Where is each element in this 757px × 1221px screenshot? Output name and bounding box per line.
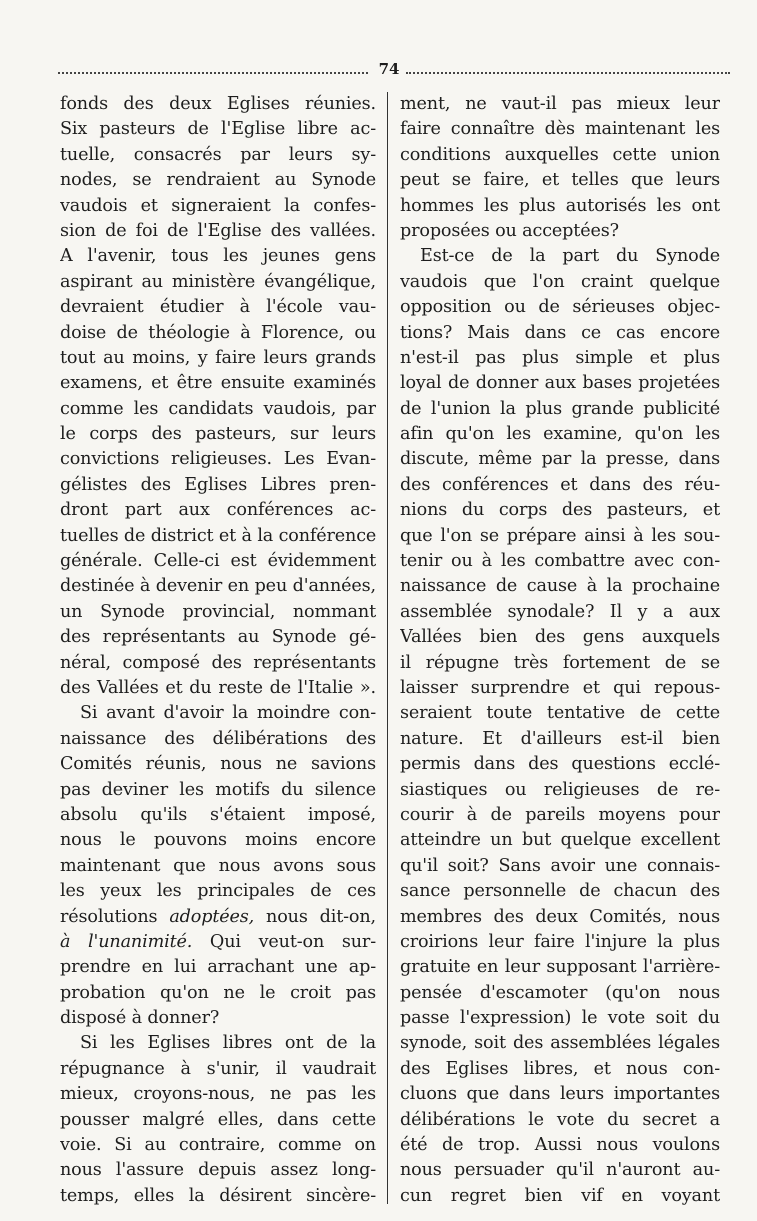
line-text: peut se faire, et telles que leurs — [400, 170, 720, 191]
line-text: nous le pouvons moins encore — [60, 830, 376, 851]
line-text: temps, elles la désirent sincère- — [60, 1185, 376, 1206]
line-text: destinée à devenir en peu d'années, — [60, 576, 376, 597]
text-line — [400, 1158, 720, 1183]
column-divider — [387, 92, 388, 1204]
text-line — [400, 1133, 720, 1158]
text-line — [400, 701, 720, 726]
line-text: membres des deux Comités, nous — [400, 906, 720, 927]
text-line — [400, 447, 720, 472]
line-text: été de trop. Aussi nous voulons — [400, 1135, 720, 1156]
line-text: fonds des deux Eglises réunies. — [60, 94, 376, 114]
text-line — [400, 803, 720, 828]
text-line — [400, 651, 720, 676]
page-number: 74 — [378, 60, 400, 78]
text-line — [60, 295, 376, 320]
line-text: voie. Si au contraire, comme on — [60, 1135, 376, 1156]
text-line — [60, 117, 376, 142]
line-text: nature. Et d'ailleurs est-il bien — [400, 728, 720, 749]
text-line — [60, 955, 376, 980]
text-line — [60, 498, 376, 523]
line-text: tenir ou à les combattre avec con- — [400, 551, 720, 572]
line-text: gratuite en leur supposant l'arrière- — [400, 957, 720, 978]
line-text: tout au moins, y faire leurs grands — [60, 347, 376, 368]
text-line — [60, 447, 376, 472]
text-line — [60, 828, 376, 853]
text-line — [400, 625, 720, 650]
text-line — [400, 524, 720, 549]
text-line — [60, 473, 376, 498]
line-text: A l'avenir, tous les jeunes gens — [60, 246, 376, 267]
text-line — [400, 727, 720, 752]
text-line — [60, 905, 376, 930]
text-line — [400, 321, 720, 346]
line-text: seraient toute tentative de cette — [400, 703, 720, 724]
line-text: des représentants au Synode gé- — [60, 627, 376, 648]
line-text: Si les Eglises libres ont de la — [80, 1033, 376, 1054]
text-line — [60, 930, 376, 955]
text-line — [400, 778, 720, 803]
line-text: nodes, se rendraient au Synode — [60, 170, 376, 191]
line-text: assemblée synodale? Il y a aux — [400, 601, 720, 622]
line-text: nous dit-on, — [254, 906, 376, 927]
text-line — [400, 600, 720, 625]
text-line — [400, 930, 720, 955]
line-text: proposées ou acceptées? — [400, 220, 619, 241]
text-line — [400, 955, 720, 980]
text-line — [60, 803, 376, 828]
text-line — [400, 905, 720, 930]
text-line — [400, 828, 720, 853]
line-text: tuelles de district et à la conférence — [60, 525, 376, 546]
line-text: pas deviner les motifs du silence — [60, 779, 376, 800]
text-line — [400, 270, 720, 295]
line-text: des Vallées et du reste de l'Italie ». — [60, 677, 376, 698]
text-line — [60, 194, 376, 219]
text-line — [400, 981, 720, 1006]
text-line — [400, 676, 720, 701]
line-text: Est-ce de la part du Synode — [420, 246, 720, 267]
line-text: un Synode provincial, nommant — [60, 601, 376, 622]
line-text: discute, même par la presse, dans — [400, 449, 720, 470]
text-line — [60, 244, 376, 269]
line-text: synode, soit des assemblées légales — [400, 1033, 720, 1054]
text-line — [60, 1057, 376, 1082]
line-text: tions? Mais dans ce cas encore — [400, 322, 720, 343]
line-text: gélistes des Eglises Libres pren- — [60, 474, 376, 495]
line-text: opposition ou de sérieuses objec- — [400, 297, 720, 318]
text-line — [400, 1006, 720, 1031]
line-text: générale. Celle-ci est évidemment — [60, 551, 376, 572]
line-text: néral, composé des représentants — [60, 652, 376, 673]
text-line — [60, 270, 376, 295]
text-line — [400, 549, 720, 574]
line-text: passe l'expression) le vote soit du — [400, 1008, 720, 1029]
text-line — [60, 92, 376, 117]
line-text: afin qu'on les examine, qu'on les — [400, 424, 720, 445]
text-line — [60, 346, 376, 371]
text-line — [60, 1031, 376, 1056]
text-line — [60, 1133, 376, 1158]
header-rule-right — [406, 72, 730, 74]
text-line — [400, 1184, 720, 1209]
line-text: vaudois que l'on craint quelque — [400, 271, 720, 292]
text-line — [400, 422, 720, 447]
line-text: convictions religieuses. Les Evan- — [60, 449, 376, 470]
text-line — [400, 143, 720, 168]
line-text: les yeux les principales de ces — [60, 881, 376, 902]
line-text: conditions auxquelles cette union — [400, 144, 720, 165]
line-text: Si avant d'avoir la moindre con- — [80, 703, 376, 724]
line-text: atteindre un but quelque excellent — [400, 830, 720, 851]
line-text: de l'union la plus grande publicité — [400, 398, 720, 419]
line-text: n'est-il pas plus simple et plus — [400, 347, 720, 368]
line-text: pousser malgré elles, dans cette — [60, 1109, 376, 1130]
line-text: délibérations le vote du secret a — [400, 1109, 720, 1130]
line-text: qu'il soit? Sans avoir une connais- — [400, 855, 720, 876]
line-text: Vallées bien des gens auxquels — [400, 627, 720, 648]
line-text: faire connaître dès maintenant les — [400, 119, 720, 140]
line-text: que l'on se prépare ainsi à les sou- — [400, 525, 720, 546]
text-line — [60, 600, 376, 625]
text-line — [400, 194, 720, 219]
text-line — [60, 1006, 376, 1031]
text-line — [60, 371, 376, 396]
text-line — [400, 1031, 720, 1056]
text-line — [400, 92, 720, 117]
text-line — [400, 244, 720, 269]
line-text: aspirant au ministère évangélique, — [60, 271, 376, 292]
page-header — [58, 60, 730, 84]
text-line — [60, 778, 376, 803]
line-text: devraient étudier à l'école vau- — [60, 297, 376, 318]
line-text: le corps des pasteurs, sur leurs — [60, 424, 376, 445]
line-text: sance personnelle de chacun des — [400, 881, 720, 902]
left-column — [60, 92, 376, 1209]
line-text: doise de théologie à Florence, ou — [60, 322, 376, 343]
line-text: nions du corps des pasteurs, et — [400, 500, 720, 521]
line-text: disposé à donner? — [60, 1008, 220, 1029]
line-text: Comités réunis, nous ne savions — [60, 754, 376, 775]
line-text: des Eglises libres, et nous con- — [400, 1058, 720, 1079]
line-text: comme les candidats vaudois, par — [60, 398, 376, 419]
line-text: mieux, croyons-nous, ne pas les — [60, 1084, 376, 1105]
line-text: résolutions — [60, 906, 170, 927]
text-line — [400, 879, 720, 904]
text-line — [400, 498, 720, 523]
text-line — [400, 295, 720, 320]
line-text: croirions leur faire l'injure la plus — [400, 931, 720, 952]
line-text: nous l'assure depuis assez long- — [60, 1160, 376, 1181]
text-line — [60, 701, 376, 726]
text-line — [400, 574, 720, 599]
line-text: probation qu'on ne le croit pas — [60, 982, 376, 1003]
text-line — [60, 219, 376, 244]
line-text: laisser surprendre et qui repous- — [400, 677, 720, 698]
text-line — [60, 854, 376, 879]
line-text: nous persuader qu'il n'auront au- — [400, 1160, 720, 1181]
text-line — [400, 219, 720, 244]
line-text: loyal de donner aux bases projetées — [400, 373, 720, 394]
italic-text: à l'unanimité. — [60, 931, 193, 952]
text-line — [400, 397, 720, 422]
line-text: dront part aux conférences ac- — [60, 500, 376, 521]
line-text: ment, ne vaut-il pas mieux leur — [400, 94, 720, 114]
text-line — [60, 574, 376, 599]
text-line — [400, 854, 720, 879]
text-line — [60, 1158, 376, 1183]
text-line — [60, 321, 376, 346]
text-line — [60, 651, 376, 676]
line-text: naissance des délibérations des — [60, 728, 376, 749]
text-line — [400, 117, 720, 142]
line-text: maintenant que nous avons sous — [60, 855, 376, 876]
text-line — [400, 168, 720, 193]
line-text: répugnance à s'unir, il vaudrait — [60, 1058, 376, 1079]
text-line — [60, 397, 376, 422]
line-text: siastiques ou religieuses de re- — [400, 779, 720, 800]
text-line — [60, 625, 376, 650]
text-line — [400, 752, 720, 777]
line-text: cun regret bien vif en voyant — [400, 1185, 720, 1206]
line-text: Six pasteurs de l'Eglise libre ac- — [60, 119, 376, 140]
line-text: tuelle, consacrés par leurs sy- — [60, 144, 376, 165]
right-column — [400, 92, 720, 1209]
text-line — [400, 346, 720, 371]
line-text: vaudois et signeraient la confes- — [60, 195, 376, 216]
text-line — [60, 1082, 376, 1107]
line-text: absolu qu'ils s'étaient imposé, — [60, 804, 376, 825]
text-line — [400, 371, 720, 396]
line-text: naissance de cause à la prochaine — [400, 576, 720, 597]
italic-text: adoptées, — [169, 906, 255, 927]
text-line — [60, 549, 376, 574]
line-text: cluons que dans leurs importantes — [400, 1084, 720, 1105]
line-text: courir à de pareils moyens pour — [400, 804, 720, 825]
line-text: permis dans des questions ecclé- — [400, 754, 720, 775]
text-line — [60, 524, 376, 549]
text-line — [400, 1108, 720, 1133]
line-text: pensée d'escamoter (qu'on nous — [400, 982, 720, 1003]
line-text: Qui veut-on sur- — [192, 931, 376, 952]
text-line — [60, 168, 376, 193]
text-line — [60, 879, 376, 904]
text-line — [400, 473, 720, 498]
text-line — [60, 752, 376, 777]
line-text: prendre en lui arrachant une ap- — [60, 957, 376, 978]
line-text: des conférences et dans des réu- — [400, 474, 720, 495]
text-line — [60, 422, 376, 447]
text-line — [400, 1057, 720, 1082]
header-rule-left — [58, 72, 368, 74]
line-text: hommes les plus autorisés les ont — [400, 195, 720, 216]
text-line — [60, 727, 376, 752]
text-line — [60, 1184, 376, 1209]
text-line — [60, 1108, 376, 1133]
line-text: examens, et être ensuite examinés — [60, 373, 376, 394]
line-text: il répugne très fortement de se — [400, 652, 720, 673]
text-line — [60, 143, 376, 168]
text-line — [60, 981, 376, 1006]
line-text: sion de foi de l'Eglise des vallées. — [60, 220, 376, 241]
text-line — [60, 676, 376, 701]
text-line — [400, 1082, 720, 1107]
